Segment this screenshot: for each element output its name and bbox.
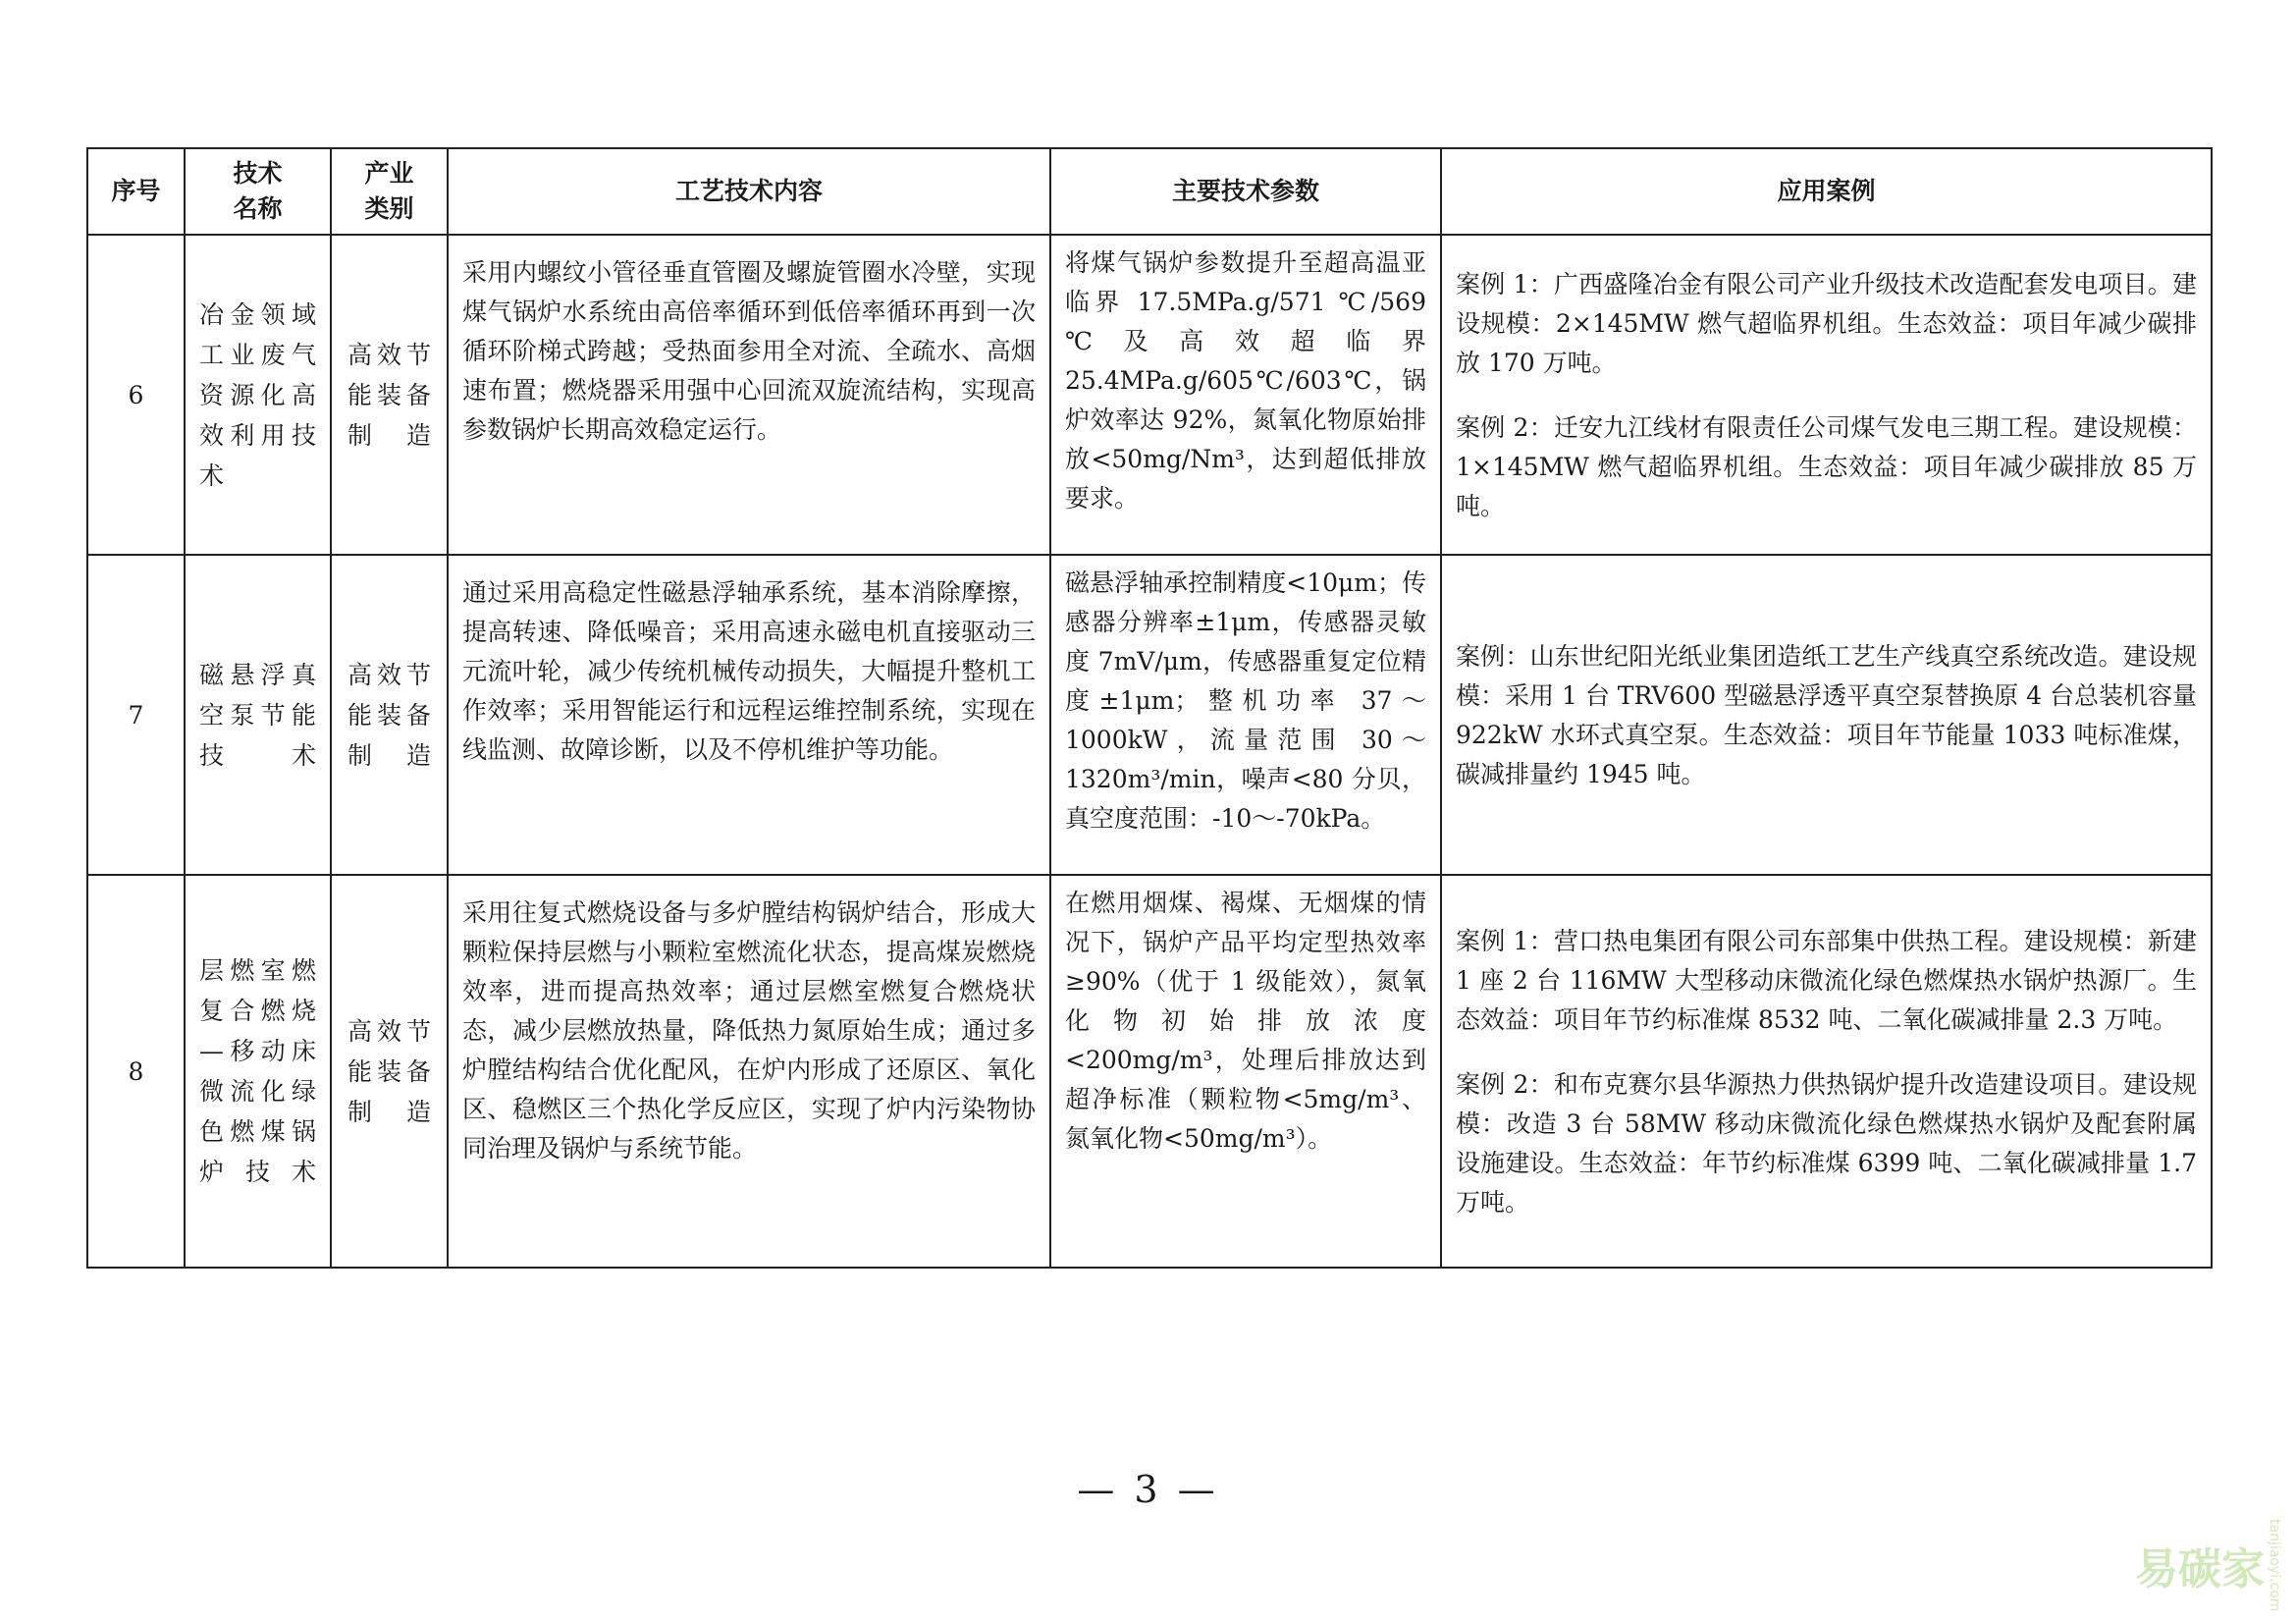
table-row [87, 555, 2212, 875]
technology-name: 冶金领域工业废气资源化高效利用技术 [185, 235, 331, 555]
application-cases [1441, 555, 2212, 875]
technology-name: 层燃室燃复合燃烧—移动床微流化绿色燃煤锅炉技术 [185, 875, 331, 1268]
case-item: 案例：山东世纪阳光纸业集团造纸工艺生产线真空系统改造。建设规模：采用 1 台 TRV600 型磁悬浮透平真空泵替换原 4 台总装机容量 922kW 水环式真空泵。生态效益：项目年节能量 1033 吨标准煤，碳减排量约 1945 吨。 [1456, 642, 2197, 788]
table-row [87, 235, 2212, 555]
watermark-logo [2135, 1519, 2282, 1611]
header-category [331, 148, 448, 235]
header-params: 主要技术参数 [1050, 148, 1441, 235]
industry-category: 高效节能装备制造 [331, 235, 448, 555]
case-item: 案例 2：和布克赛尔县华源热力供热锅炉提升改造建设项目。建设规模：改造 3 台 58MW 移动床微流化绿色燃煤热水锅炉及配套附属设施建设。生态效益：年节约标准煤 6399 吨、二氧化碳减排量 1.7 万吨。 [1456, 1070, 2197, 1217]
process-content: 采用往复式燃烧设备与多炉膛结构锅炉结合，形成大颗粒保持层燃与小颗粒室燃流化状态，提高煤炭燃烧效率，进而提高热效率；通过层燃室燃复合燃烧状态，减少层燃放热量，降低热力氮原始生成；通过多炉膛结构结合优化配风，在炉内形成了还原区、氧化区、稳燃区三个热化学反应区，实现了炉内污染物协同治理及锅炉与系统节能。 [448, 875, 1050, 1268]
technology-table [86, 147, 2213, 1269]
industry-category: 高效节能装备制造 [331, 555, 448, 875]
case-item: 案例 1：营口热电集团有限公司东部集中供热工程。建设规模：新建 1 座 2 台 116MW 大型移动床微流化绿色燃煤热水锅炉热源厂。生态效益：项目年节约标准煤 8532 吨、二氧化碳减排量 2.3 万吨。 [1456, 927, 2197, 1034]
application-cases [1441, 235, 2212, 555]
technical-params: 磁悬浮轴承控制精度<10μm；传感器分辨率±1μm，传感器灵敏度 7mV/μm，传感器重复定位精度±1μm；整机功率 37～1000kW，流量范围 30～1320m³/min，噪声<80 分贝，真空度范围：-10～-70kPa。 [1050, 555, 1441, 875]
application-cases [1441, 875, 2212, 1268]
header-category-line2: 类别 [364, 194, 414, 223]
header-name [185, 148, 331, 235]
technical-params: 将煤气锅炉参数提升至超高温亚临界 17.5MPa.g/571 ℃/569 ℃及高效超临界 25.4MPa.g/605℃/603℃，锅炉效率达 92%，氮氧化物原始排放<50mg/Nm³，达到超低排放要求。 [1050, 235, 1441, 555]
header-name-line2: 名称 [233, 194, 283, 223]
process-content: 通过采用高稳定性磁悬浮轴承系统，基本消除摩擦，提高转速、降低噪音；采用高速永磁电机直接驱动三元流叶轮，减少传统机械传动损失，大幅提升整机工作效率；采用智能运行和远程运维控制系统，实现在线监测、故障诊断，以及不停机维护等功能。 [448, 555, 1050, 875]
header-no: 序号 [87, 148, 185, 235]
row-number: 7 [87, 555, 185, 875]
header-name-line1: 技术 [233, 159, 283, 188]
table-row [87, 875, 2212, 1268]
header-content: 工艺技术内容 [448, 148, 1050, 235]
header-cases: 应用案例 [1441, 148, 2212, 235]
table-header-row [87, 148, 2212, 235]
technology-name: 磁悬浮真空泵节能技术 [185, 555, 331, 875]
page-number: — 3 — [1077, 1468, 1219, 1511]
row-number: 8 [87, 875, 185, 1268]
watermark-domain: tanjiaoyi.com [2267, 1518, 2282, 1611]
technical-params: 在燃用烟煤、褐煤、无烟煤的情况下，锅炉产品平均定型热效率≥90%（优于 1 级能效），氮氧化物初始排放浓度<200mg/m³，处理后排放达到超净标准（颗粒物<5mg/m³、氮氧化物<50mg/m³）。 [1050, 875, 1441, 1268]
process-content: 采用内螺纹小管径垂直管圈及螺旋管圈水冷壁，实现煤气锅炉水系统由高倍率循环到低倍率循环再到一次循环阶梯式跨越；受热面参用全对流、全疏水、高烟速布置；燃烧器采用强中心回流双旋流结构，实现高参数锅炉长期高效稳定运行。 [448, 235, 1050, 555]
header-category-line1: 产业 [364, 159, 414, 188]
watermark-text: 易碳家 [2135, 1543, 2265, 1595]
row-number: 6 [87, 235, 185, 555]
case-item: 案例 2：迁安九江线材有限责任公司煤气发电三期工程。建设规模：1×145MW 燃气超临界机组。生态效益：项目年减少碳排放 85 万吨。 [1456, 413, 2197, 520]
industry-category: 高效节能装备制造 [331, 875, 448, 1268]
case-item: 案例 1：广西盛隆冶金有限公司产业升级技术改造配套发电项目。建设规模：2×145MW 燃气超临界机组。生态效益：项目年减少碳排放 170 万吨。 [1456, 270, 2197, 377]
